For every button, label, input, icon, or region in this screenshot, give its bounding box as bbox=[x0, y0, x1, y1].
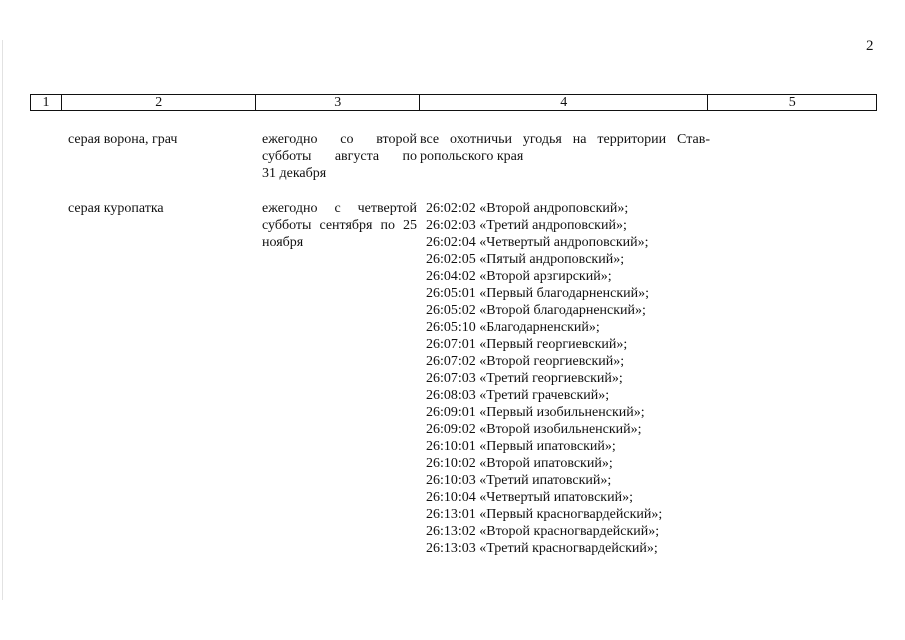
period-line: ежегодно со второй bbox=[262, 132, 417, 147]
column-number-1: 1 bbox=[31, 95, 62, 110]
hunting-area bbox=[420, 131, 710, 165]
hunting-area-list bbox=[426, 200, 726, 557]
list-item: 26:09:01 «Первый изобильненский»; bbox=[426, 405, 645, 420]
list-item: 26:13:01 «Первый красногвардейский»; bbox=[426, 507, 663, 522]
list-item: 26:05:01 «Первый благодарненский»; bbox=[426, 286, 650, 301]
column-number-2: 2 bbox=[62, 95, 257, 110]
period-line: 31 декабря bbox=[262, 166, 327, 181]
page-number: 2 bbox=[866, 38, 874, 54]
list-item: 26:05:10 «Благодарненский»; bbox=[426, 320, 600, 335]
list-item: 26:02:02 «Второй андроповский»; bbox=[426, 201, 629, 216]
period-line: ежегодно с четвертой bbox=[262, 201, 417, 216]
column-number-header bbox=[30, 94, 877, 111]
species-name: серая куропатка bbox=[68, 201, 164, 216]
page-edge-line bbox=[2, 40, 3, 600]
list-item: 26:09:02 «Второй изобильненский»; bbox=[426, 422, 642, 437]
hunting-period bbox=[262, 131, 417, 182]
area-line: все охотничьи угодья на территории Став- bbox=[420, 132, 710, 147]
list-item: 26:13:03 «Третий красногвардейский»; bbox=[426, 541, 658, 556]
list-item: 26:10:03 «Третий ипатовский»; bbox=[426, 473, 612, 488]
list-item: 26:07:03 «Третий георгиевский»; bbox=[426, 371, 623, 386]
hunting-period bbox=[262, 200, 417, 251]
list-item: 26:07:02 «Второй георгиевский»; bbox=[426, 354, 625, 369]
period-line: субботы августа по bbox=[262, 149, 417, 164]
area-line: ропольского края bbox=[420, 149, 524, 164]
list-item: 26:05:02 «Второй благодарненский»; bbox=[426, 303, 646, 318]
column-number-3: 3 bbox=[256, 95, 420, 110]
column-number-4: 4 bbox=[420, 95, 708, 110]
period-line: субботы сентября по 25 bbox=[262, 218, 417, 233]
list-item: 26:07:01 «Первый георгиевский»; bbox=[426, 337, 628, 352]
list-item: 26:02:05 «Пятый андроповский»; bbox=[426, 252, 625, 267]
list-item: 26:13:02 «Второй красногвардейский»; bbox=[426, 524, 660, 539]
list-item: 26:10:04 «Четвертый ипатовский»; bbox=[426, 490, 633, 505]
list-item: 26:02:04 «Четвертый андроповский»; bbox=[426, 235, 649, 250]
list-item: 26:10:01 «Первый ипатовский»; bbox=[426, 439, 616, 454]
species-name: серая ворона, грач bbox=[68, 132, 178, 147]
period-line: ноября bbox=[262, 235, 304, 250]
column-number-5: 5 bbox=[788, 95, 796, 110]
list-item: 26:02:03 «Третий андроповский»; bbox=[426, 218, 627, 233]
list-item: 26:08:03 «Третий грачевский»; bbox=[426, 388, 610, 403]
list-item: 26:04:02 «Второй арзгирский»; bbox=[426, 269, 612, 284]
list-item: 26:10:02 «Второй ипатовский»; bbox=[426, 456, 613, 471]
